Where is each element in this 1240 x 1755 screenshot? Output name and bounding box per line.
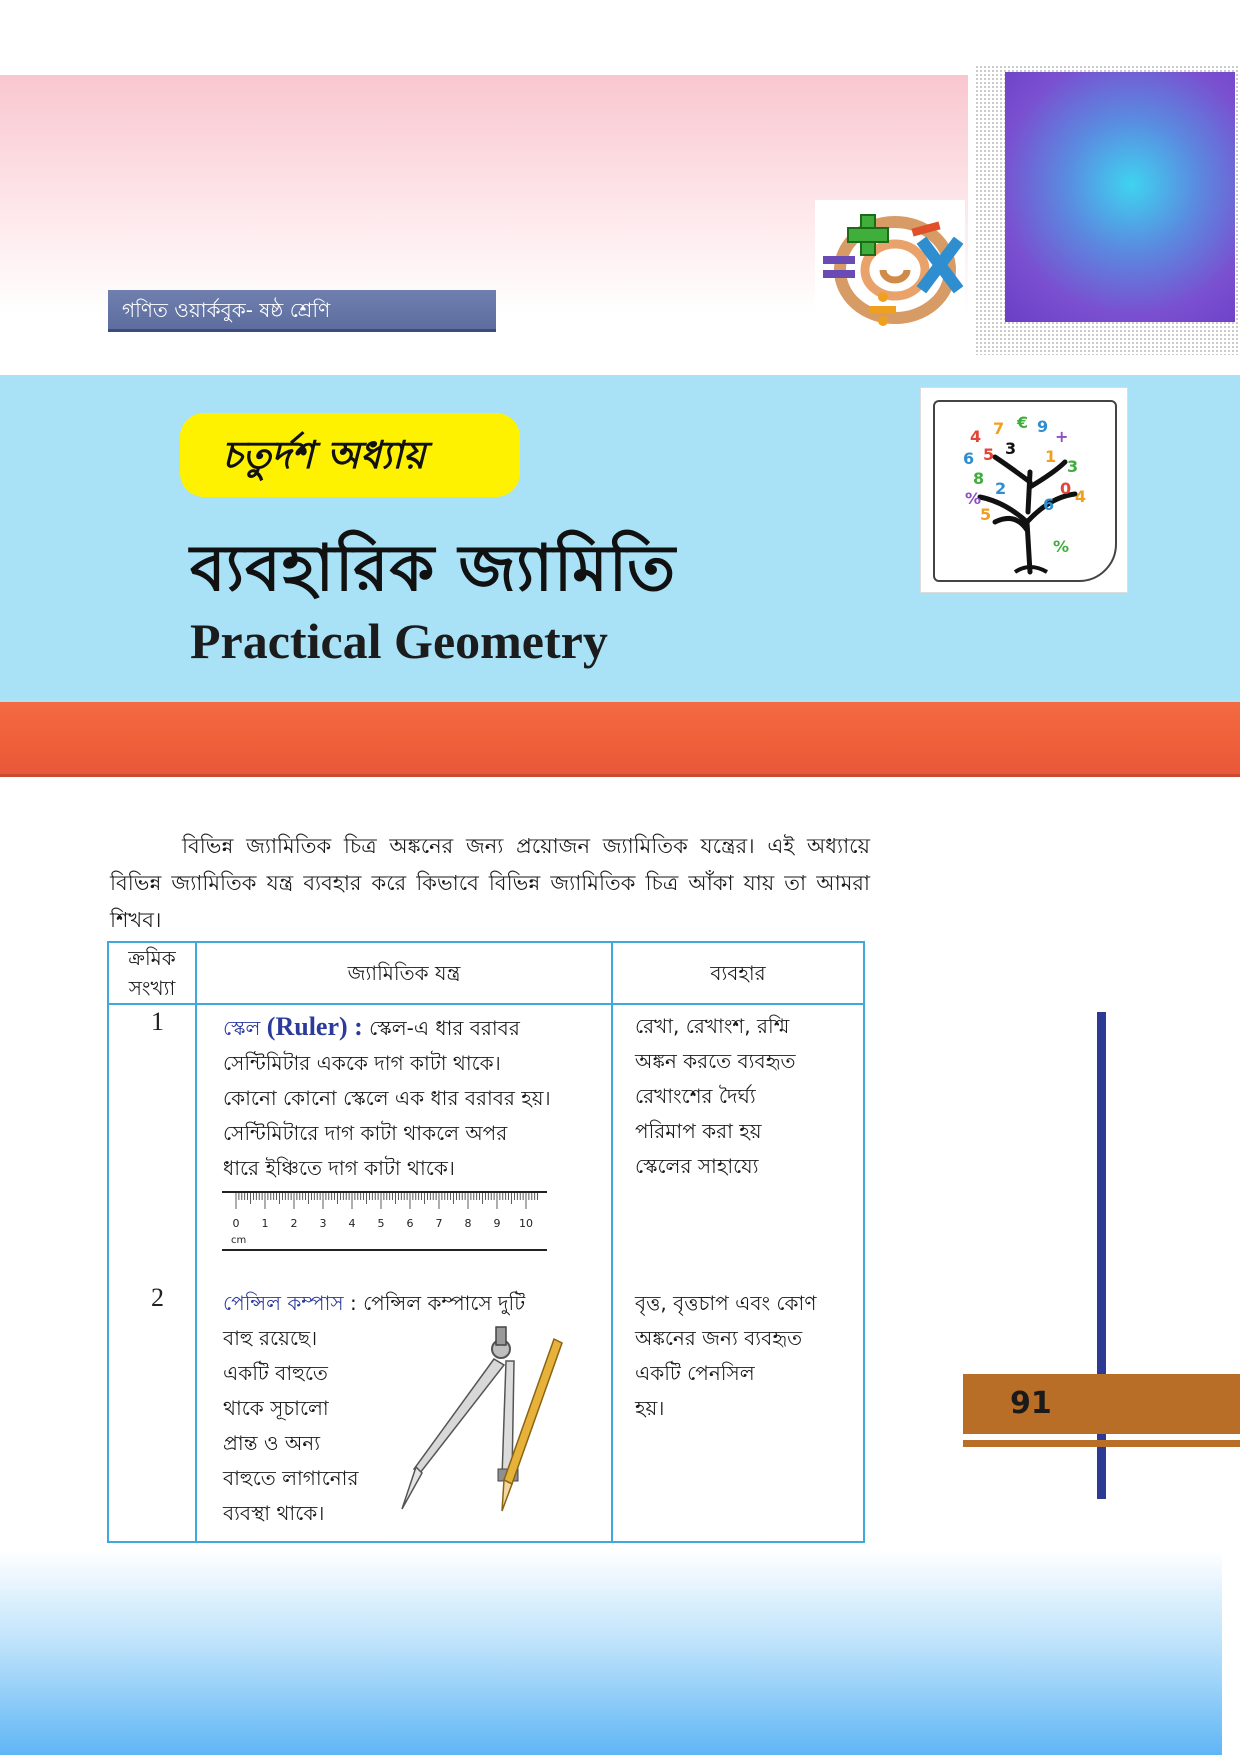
footer-gradient (0, 1550, 1222, 1755)
svg-text:4: 4 (1075, 487, 1087, 506)
svg-text:8: 8 (973, 469, 985, 488)
page-number: 91 (1010, 1386, 1052, 1421)
row-1-desc-line: স্কেল-এ ধার বরাবর (369, 1016, 520, 1040)
ruler-unit-label: cm (231, 1235, 247, 1246)
row-2-usage-line: বৃত্ত, বৃত্তচাপ এবং কোণ (635, 1291, 817, 1315)
svg-text:2: 2 (995, 479, 1007, 498)
ruler-tick-label: 3 (319, 1217, 327, 1230)
row-1-desc-line: কোনো কোনো স্কেলে এক ধার বরাবর হয়। (223, 1086, 551, 1110)
pencil-compass-illustration (394, 1319, 584, 1534)
compass-name: পেন্সিল কম্পাস (223, 1291, 344, 1315)
svg-text:3: 3 (1067, 457, 1079, 476)
row-1-usage-line: স্কেলের সাহায্যে (635, 1154, 759, 1178)
row-2-description: পেন্সিল কম্পাস : পেন্সিল কম্পাসে দুটি বাহু রয়েছে। একটি বাহুতে থাকে সূচালো প্রান্ত ও অন্য বাহুতে লাগানোর ব্যবস্থা থাকে। (223, 1286, 608, 1531)
table-column-divider (611, 943, 613, 1541)
ruler-tick-label: 8 (464, 1217, 472, 1230)
header-instrument: জ্যামিতিক যন্ত্র (347, 961, 461, 985)
svg-text:6: 6 (963, 449, 975, 468)
row-1-usage-line: রেখাংশের দৈর্ঘ্য (635, 1084, 756, 1108)
svg-text:+: + (1055, 427, 1069, 446)
row-2-desc-line: ব্যবস্থা থাকে। (223, 1501, 325, 1525)
math-operators-icon (815, 200, 965, 330)
header-serial-line2: সংখ্যা (128, 976, 176, 1000)
row-2-desc-line: প্রান্ত ও অন্য (223, 1431, 321, 1455)
header-usage: ব্যবহার (710, 961, 766, 985)
ruler-tick-label: 10 (519, 1217, 533, 1230)
row-1-usage-line: পরিমাপ করা হয় (635, 1119, 762, 1143)
header-serial (109, 943, 195, 1003)
ruler-name-english: (Ruler) : (266, 1012, 363, 1041)
page-number-tab (963, 1374, 1240, 1434)
row-1-usage-line: রেখা, রেখাংশ, রশ্মি (635, 1014, 790, 1038)
row-1-usage-line: অঙ্কন করতে ব্যবহৃত (635, 1049, 796, 1073)
row-2-desc-lead: পেন্সিল কম্পাসে দুটি (363, 1291, 526, 1315)
svg-text:5: 5 (983, 445, 995, 464)
row-2-usage-line: অঙ্কনের জন্য ব্যবহৃত (635, 1326, 803, 1350)
number-tree-icon (935, 402, 1115, 580)
row-2-serial: 2 (151, 1283, 164, 1312)
ruler-illustration (222, 1190, 552, 1260)
ruler-tick-label: 4 (348, 1217, 356, 1230)
row-2-desc-line: বাহুতে লাগানোর (223, 1466, 359, 1490)
chapter-number-badge: চতুর্দশ অধ্যায় (180, 413, 520, 497)
ruler-tick-label: 5 (377, 1217, 385, 1230)
header-gradient-square (1005, 72, 1235, 322)
svg-text:%: % (965, 489, 982, 508)
intro-paragraph: বিভিন্ন জ্যামিতিক চিত্র অঙ্কনের জন্য প্রয়োজন জ্যামিতিক যন্ত্রের। এই অধ্যায়ে বিভিন্ন জ্যামিতিক যন্ত্র ব্যবহার করে কিভাবে বিভিন্ন জ্যামিতিক চিত্র আঁকা যায় তা আমরা শিখব। (110, 834, 870, 932)
row-1-usage (635, 1009, 860, 1184)
chapter-title-bengali: ব্যবহারিক জ্যামিতি (190, 532, 677, 606)
book-series-label: গণিত ওয়ার্কবুক- ষষ্ঠ শ্রেণি (108, 290, 496, 332)
svg-text:9: 9 (1037, 417, 1049, 436)
row-2-desc-line: থাকে সূচালো (223, 1396, 329, 1420)
svg-text:7: 7 (993, 419, 1005, 438)
row-1-desc-line: ধারে ইঞ্চিতে দাগ কাটা থাকে। (223, 1156, 455, 1180)
page-tab-underline (963, 1440, 1240, 1447)
ruler-tick-label: 2 (290, 1217, 298, 1230)
row-1-serial: 1 (151, 1007, 164, 1036)
ruler-tick-label: 9 (493, 1217, 501, 1230)
row-2-desc-line: বাহু রয়েছে। (223, 1326, 318, 1350)
ruler-tick-labels (233, 1217, 534, 1230)
svg-text:4: 4 (970, 427, 982, 446)
ruler-tick-label: 0 (232, 1217, 240, 1230)
ruler-tick-label: 7 (435, 1217, 443, 1230)
ruler-tick-marks (236, 1193, 538, 1209)
table-header-divider (109, 1003, 863, 1005)
row-2-usage (635, 1286, 860, 1426)
svg-text:%: % (1053, 537, 1070, 556)
orange-divider-band (0, 702, 1240, 777)
svg-text:5: 5 (980, 505, 992, 524)
svg-text:3: 3 (1005, 439, 1017, 458)
row-2-desc-line: একটি বাহুতে (223, 1361, 328, 1385)
number-tree-illustration (920, 387, 1128, 593)
ruler-name-bengali: স্কেল (223, 1016, 261, 1040)
header-serial-line1: ক্রমিক (128, 946, 176, 970)
chapter-title-english: Practical Geometry (190, 613, 608, 669)
svg-text:0: 0 (1060, 479, 1072, 498)
table-column-divider (195, 943, 197, 1541)
ruler-tick-label: 1 (261, 1217, 269, 1230)
row-1-description (223, 1009, 608, 1186)
svg-text:1: 1 (1045, 447, 1057, 466)
illustration-frame (933, 400, 1117, 582)
ruler-tick-label: 6 (406, 1217, 414, 1230)
svg-text:6: 6 (1043, 495, 1055, 514)
row-2-usage-line: হয়। (635, 1396, 665, 1420)
row-1-desc-line: সেন্টিমিটারে দাগ কাটা থাকলে অপর (223, 1121, 508, 1145)
svg-text:€: € (1017, 413, 1029, 432)
row-1-desc-line: সেন্টিমিটার এককে দাগ কাটা থাকে। (223, 1051, 501, 1075)
row-2-usage-line: একটি পেনসিল (635, 1361, 755, 1385)
